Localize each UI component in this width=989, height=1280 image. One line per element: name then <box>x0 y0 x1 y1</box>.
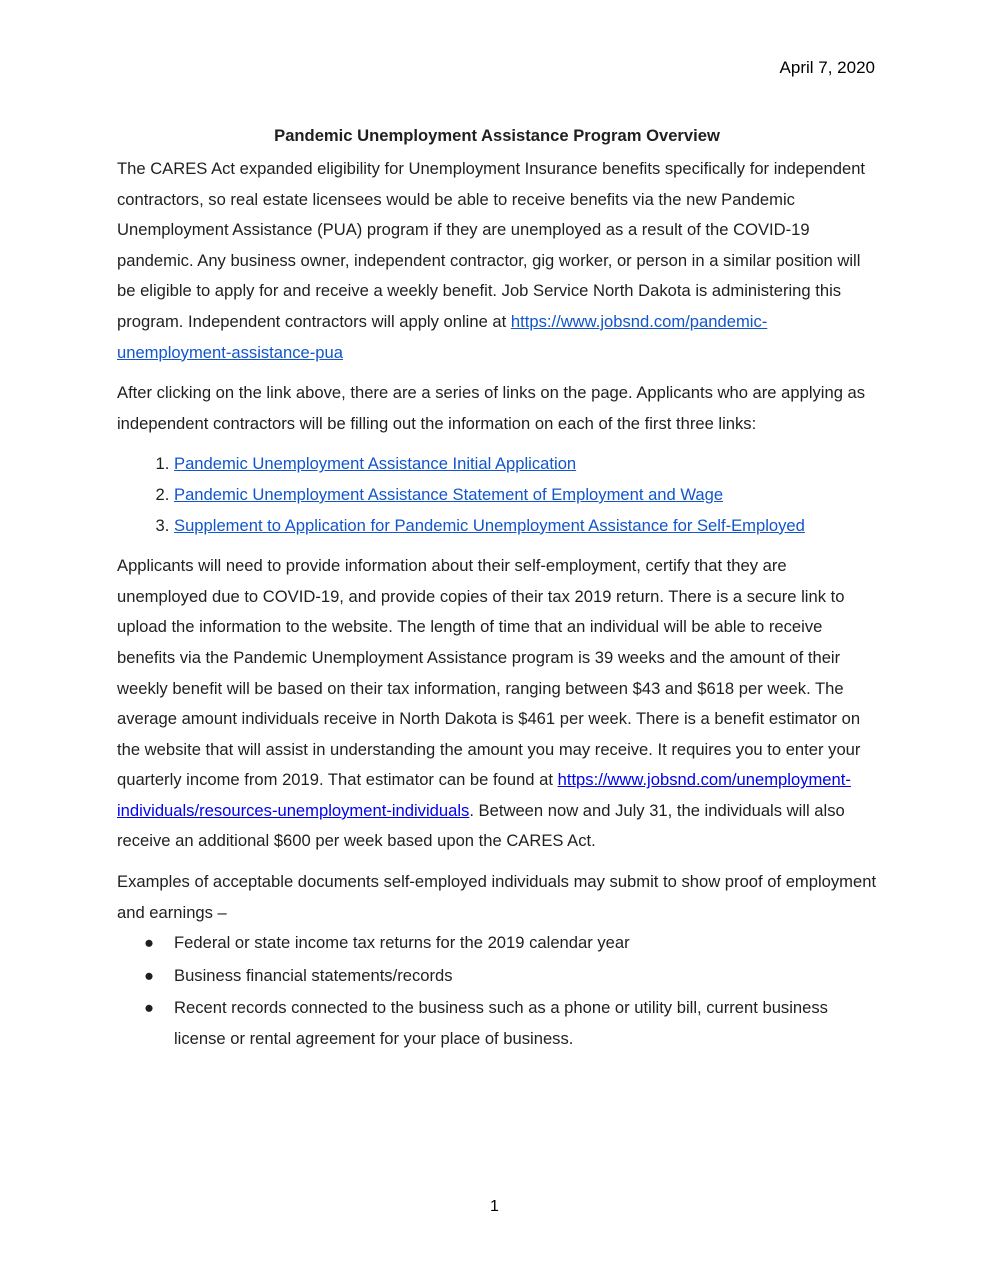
bullet-text: Federal or state income tax returns for the 2019 calendar year <box>174 933 630 953</box>
benefit-estimator-link[interactable]: https://www.jobsnd.com/unemployment-individuals/resources-unemployment-individuals <box>117 770 851 820</box>
document-title: Pandemic Unemployment Assistance Program Overview <box>274 126 720 145</box>
list-item <box>144 928 877 959</box>
document-body <box>117 124 877 1057</box>
paragraph-benefits-after: . Between now and July 31, the individuals will also receive an additional $600 per week based upon the CARES Act. <box>117 800 845 851</box>
application-links-list <box>117 449 877 541</box>
paragraph-intro <box>117 154 877 368</box>
list-item <box>174 480 877 511</box>
paragraph-intro-text: The CARES Act expanded eligibility for Unemployment Insurance benefits specifically for independent contractors, so real estate licensees would be able to receive benefits via the new Pandemic Unemployment Assistance (PUA) program if they are unemployed as a result of the COVID-19 pandemic. Any business owner, independent contractor, gig worker, or person in a similar position will be eligible to apply for and receive a weekly benefit. Job Service North Dakota is administering this program. Independent contractors will apply online at <box>117 159 866 331</box>
list-item <box>174 511 877 542</box>
paragraph-benefits-text: Applicants will need to provide information about their self-employment, certify that they are unemployed due to COVID-19, and provide copies of their tax 2019 return. There is a secure link to upload the information to the website. The length of time that an individual will be able to receive benefits via the Pandemic Unemployment Assistance program is 39 weeks and the amount of their weekly benefit will be based on their tax information, ranging between $43 and $618 per week. The average amount individuals receive in North Dakota is $461 per week. There is a benefit estimator on the website that will assist in understanding the amount you may receive. It requires you to enter your quarterly income from 2019. That estimator can be found at <box>117 556 861 790</box>
list-item <box>144 961 877 992</box>
document-date: April 7, 2020 <box>779 58 875 77</box>
list-item <box>144 993 877 1054</box>
paragraph-documents-intro: Examples of acceptable documents self-employed individuals may submit to show proof of employment and earnings – <box>117 872 877 922</box>
initial-application-link[interactable]: Pandemic Unemployment Assistance Initial Application <box>174 454 577 474</box>
bullet-text: Business financial statements/records <box>174 965 453 985</box>
paragraph-benefits <box>117 551 877 857</box>
bullet-icon: ● <box>144 965 155 985</box>
bullet-icon: ● <box>144 998 155 1018</box>
list-item <box>174 449 877 480</box>
page-number: 1 <box>490 1198 499 1215</box>
paragraph-links-intro: After clicking on the link above, there are a series of links on the page. Applicants who are applying as independent contractors will be filling out the information on each of the first three links: <box>117 383 866 433</box>
documents-bullet-list <box>117 928 877 1054</box>
pua-link[interactable]: https://www.jobsnd.com/pandemic-unemployment-assistance-pua <box>117 311 768 362</box>
bullet-text: Recent records connected to the business such as a phone or utility bill, current business license or rental agreement for your place of business. <box>174 998 828 1049</box>
statement-of-employment-link[interactable]: Pandemic Unemployment Assistance Statement of Employment and Wage <box>174 484 724 504</box>
self-employed-supplement-link[interactable]: Supplement to Application for Pandemic Unemployment Assistance for Self-Employed <box>174 515 805 535</box>
bullet-icon: ● <box>144 933 155 953</box>
